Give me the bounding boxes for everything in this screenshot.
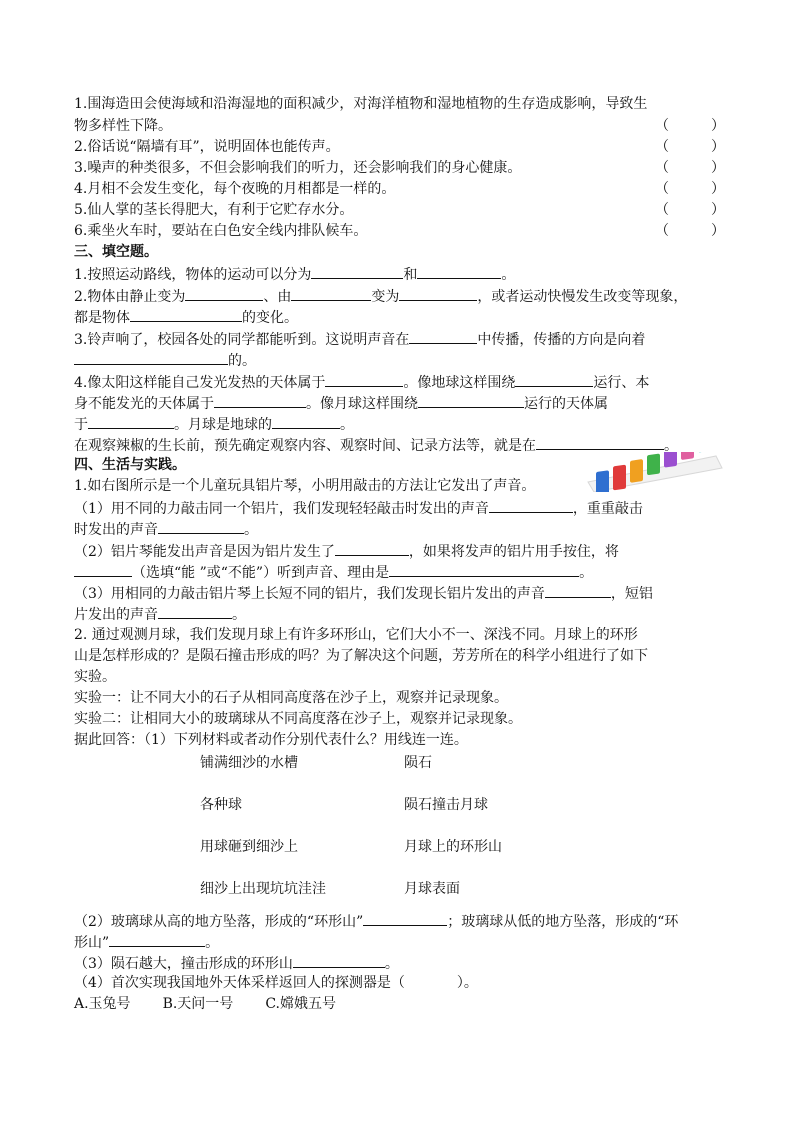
option-a[interactable]: A.玉兔号 — [74, 996, 131, 1012]
blank[interactable] — [214, 393, 306, 408]
practice-q1-intro: 1.如右图所示是一个儿童玩具铝片琴，小明用敲击的方法让它发出了声音。 — [74, 478, 536, 494]
practice-q2-line2: 山是怎样形成的？是陨石撞击形成的吗？为了解决这个问题，芳芳所在的科学小组进行了如下 — [74, 648, 648, 664]
xylophone-key — [647, 453, 660, 475]
blank[interactable] — [399, 286, 477, 301]
blank[interactable] — [335, 541, 409, 556]
xylophone-key — [681, 452, 694, 460]
practice-q2-line1: 2. 通过观测月球，我们发现月球上有许多环形山，它们大小不一、深浅不同。月球上的环形 — [74, 627, 638, 643]
practice-q1-p1-line1: （1）用不同的力敲击同一个铝片，我们发现轻轻敲击时发出的声音 ，重重敲击 — [74, 498, 643, 518]
practice-q2-p4: （4）首次实现我国地外天体采样返回人的探测器是（ ）。 — [74, 975, 478, 991]
blank[interactable] — [272, 414, 340, 429]
fill-q3-line1: 3.铃声响了，校园各处的同学都能听到。这说明声音在 中传播，传播的方向是向着 — [74, 329, 645, 349]
blank[interactable] — [363, 911, 447, 926]
blank[interactable] — [130, 307, 242, 322]
blank[interactable] — [489, 498, 573, 513]
judge-item-1-line2: 物多样性下降。 — [74, 118, 172, 134]
blank[interactable] — [545, 583, 611, 598]
answer-paren-2[interactable]: （ ） — [655, 139, 725, 155]
match-left-4[interactable]: 细沙上出现坑坑洼洼 — [200, 881, 326, 897]
answer-paren-4[interactable]: （ ） — [655, 181, 725, 197]
match-left-1[interactable]: 铺满细沙的水槽 — [200, 755, 298, 771]
fill-q4-line3: 于 。月球是地球的 。 — [74, 414, 354, 434]
judge-item-1-line1: 1.围海造田会使海域和沿海湿地的面积减少，对海洋植物和湿地植物的生存造成影响，导致生 — [74, 96, 648, 112]
blank[interactable] — [293, 953, 385, 968]
blank[interactable] — [515, 372, 593, 387]
blank[interactable] — [311, 264, 403, 279]
blank[interactable] — [185, 286, 263, 301]
xylophone-key — [630, 459, 643, 483]
fill-q2-line2: 都是物体 的变化。 — [74, 307, 298, 327]
judge-item-5: 5.仙人掌的茎长得肥大，有利于它贮存水分。 — [74, 202, 354, 218]
blank[interactable] — [536, 435, 664, 450]
blank[interactable] — [409, 329, 477, 344]
practice-q1-p2-line2: （选填“能 ”或“不能”）听到声音、理由是 。 — [74, 562, 593, 582]
answer-paren-1[interactable]: （ ） — [655, 118, 725, 134]
practice-q1-p3-line2: 片发出的声音 。 — [74, 604, 246, 624]
fill-q4-line2: 身不能发光的天体属于 。像月球这样围绕 运行的天体属 — [74, 393, 608, 413]
xylophone-key — [664, 452, 677, 468]
section-heading-fill: 三、填空题。 — [74, 244, 158, 260]
practice-q2-p2-line2: 形山” 。 — [74, 932, 219, 952]
xylophone-toy-icon — [582, 452, 724, 492]
xylophone-key — [596, 470, 609, 492]
blank[interactable] — [389, 562, 579, 577]
judge-item-2: 2.俗话说“隔墙有耳”，说明固体也能传声。 — [74, 139, 340, 155]
match-right-4[interactable]: 月球表面 — [404, 881, 460, 897]
fill-q5: 在观察辣椒的生长前，预先确定观察内容、观察时间、记录方法等，就是在 。 — [74, 435, 678, 455]
fill-q2-line1: 2.物体由静止变为 、由 变为 ，或者运动快慢发生改变等现象， — [74, 286, 687, 306]
blank[interactable] — [291, 286, 371, 301]
option-b[interactable]: B.天问一号 — [162, 996, 234, 1012]
blank[interactable] — [109, 932, 205, 947]
answer-paren-6[interactable]: （ ） — [655, 223, 725, 239]
match-right-2[interactable]: 陨石撞击月球 — [404, 797, 488, 813]
match-left-2[interactable]: 各种球 — [200, 797, 242, 813]
blank[interactable] — [417, 264, 501, 279]
judge-item-4: 4.月相不会发生变化，每个夜晚的月相都是一样的。 — [74, 181, 396, 197]
fill-q4-line1: 4.像太阳这样能自己发光发热的天体属于 。像地球这样围绕 运行、本 — [74, 372, 649, 392]
fill-q3-line2: 的。 — [74, 350, 256, 370]
blank[interactable] — [158, 519, 244, 534]
blank[interactable] — [158, 604, 232, 619]
judge-item-3: 3.噪声的种类很多，不但会影响我们的听力，还会影响我们的身心健康。 — [74, 160, 522, 176]
judge-item-6: 6.乘坐火车时，要站在白色安全线内排队候车。 — [74, 223, 368, 239]
xylophone-key — [613, 465, 626, 491]
experiment-1: 实验一：让不同大小的石子从相同高度落在沙子上，观察并记录现象。 — [74, 690, 508, 706]
matching-prompt: 据此回答：（1）下列材料或者动作分别代表什么？用线连一连。 — [74, 732, 468, 748]
match-left-3[interactable]: 用球砸到细沙上 — [200, 839, 298, 855]
answer-paren-3[interactable]: （ ） — [655, 160, 725, 176]
fill-q1: 1.按照运动路线，物体的运动可以分为 和 。 — [74, 264, 515, 284]
blank[interactable] — [418, 393, 524, 408]
choice-options — [74, 995, 336, 1013]
section-heading-practice: 四、生活与实践。 — [74, 457, 186, 473]
match-right-3[interactable]: 月球上的环形山 — [404, 839, 502, 855]
blank[interactable] — [88, 414, 174, 429]
practice-q2-p2-line1: （2）玻璃球从高的地方坠落，形成的“环形山” ；玻璃球从低的地方坠落，形成的“环 — [74, 911, 678, 931]
match-right-1[interactable]: 陨石 — [404, 755, 432, 771]
blank[interactable] — [74, 562, 132, 577]
practice-q2-p3: （3）陨石越大，撞击形成的环形山 。 — [74, 953, 399, 973]
blank[interactable] — [74, 350, 228, 365]
practice-q1-p3-line1: （3）用相同的力敲击铝片琴上长短不同的铝片，我们发现长铝片发出的声音 ，短铝 — [74, 583, 653, 603]
practice-q1-p1-line2: 时发出的声音 。 — [74, 519, 258, 539]
practice-q1-p2-line1: （2）铝片琴能发出声音是因为铝片发生了 ，如果将发声的铝片用手按住，将 — [74, 541, 619, 561]
experiment-2: 实验二：让相同大小的玻璃球从不同高度落在沙子上，观察并记录现象。 — [74, 711, 522, 727]
answer-paren-5[interactable]: （ ） — [655, 202, 725, 218]
blank[interactable] — [325, 372, 403, 387]
practice-q2-line3: 实验。 — [74, 669, 116, 685]
option-c[interactable]: C.嫦娥五号 — [265, 996, 336, 1012]
